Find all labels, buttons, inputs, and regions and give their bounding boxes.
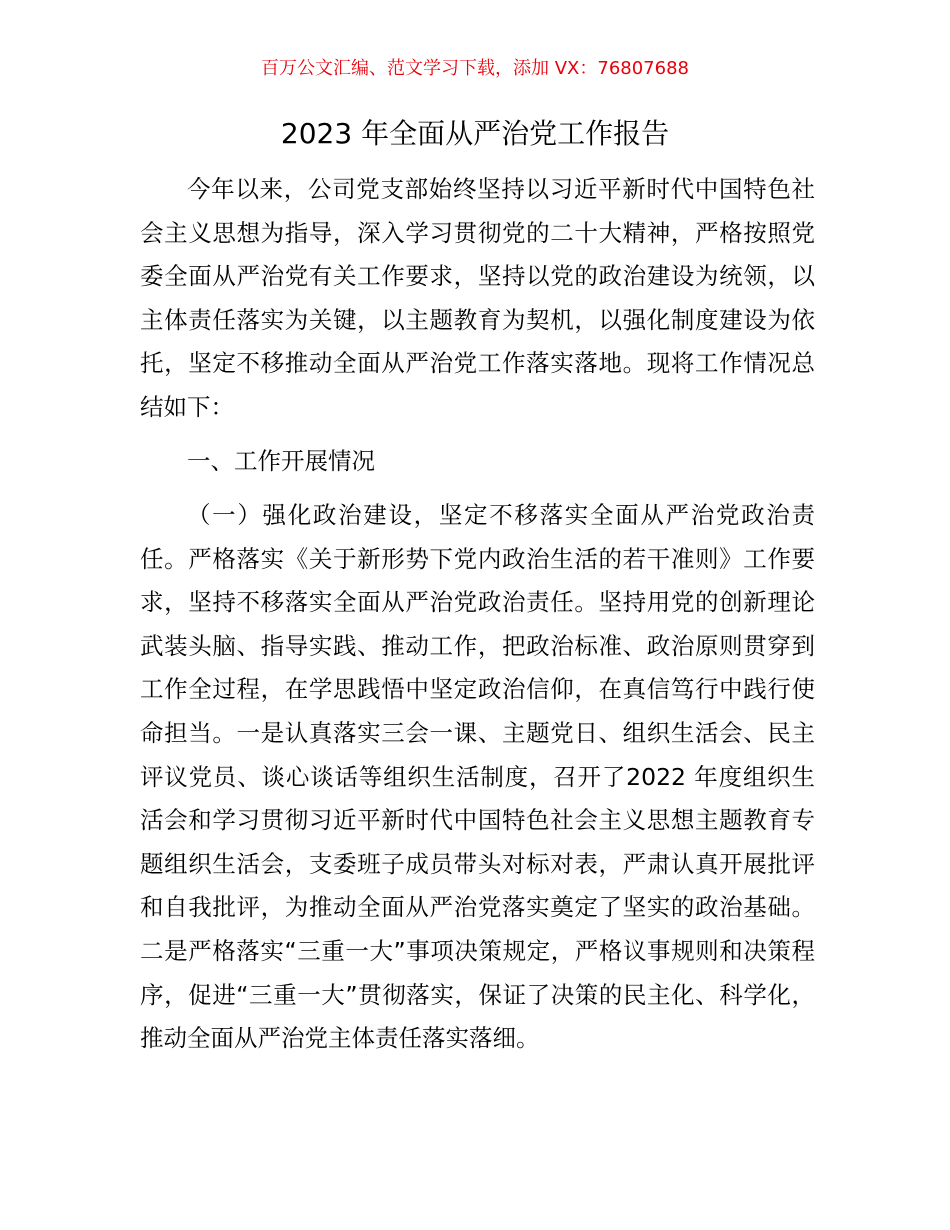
section-heading-block xyxy=(140,440,815,484)
section-paragraph-block xyxy=(140,494,815,1061)
section-heading: 一、工作开展情况 xyxy=(187,447,375,475)
document-title: 2023 年全面从严治党工作报告 xyxy=(280,117,670,150)
intro-paragraph: 今年以来，公司党支部始终坚持以习近平新时代中国特色社会主义思想为指导，深入学习贯彻党的二十大精神，严格按照党委全面从严治党有关工作要求，坚持以党的政治建设为统领，以主体责任落实为关键，以主题教育为契机，以强化制度建设为依托，坚定不移推动全面从严治党工作落实落地。现将工作情况总结如下： xyxy=(140,175,815,421)
header-banner: 百万公文汇编、范文学习下载，添加 VX：76807688 xyxy=(261,58,689,79)
section-paragraph: （一）强化政治建设，坚定不移落实全面从严治党政治责任。严格落实《关于新形势下党内政治生活的若干准则》工作要求，坚持不移落实全面从严治党政治责任。坚持用党的创新理论武装头脑、指导实践、推动工作，把政治标准、政治原则贯穿到工作全过程，在学思践悟中坚定政治信仰，在真信笃行中践行使命担当。一是认真落实三会一课、主题党日、组织生活会、民主评议党员、谈心谈话等组织生活制度，召开了2022 年度组织生活会和学习贯彻习近平新时代中国特色社会主义思想主题教育专题组织生活会，支委班子成员带头对标对表，严肃认真开展批评和自我批评，为推动全面从严治党落实奠定了坚实的政治基础。二是严格落实“三重一大”事项决策规定，严格议事规则和决策程序，促进“三重一大”贯彻落实，保证了决策的民主化、科学化，推动全面从严治党主体责任落实落细。 xyxy=(140,501,815,1053)
intro-paragraph-block xyxy=(140,168,815,430)
